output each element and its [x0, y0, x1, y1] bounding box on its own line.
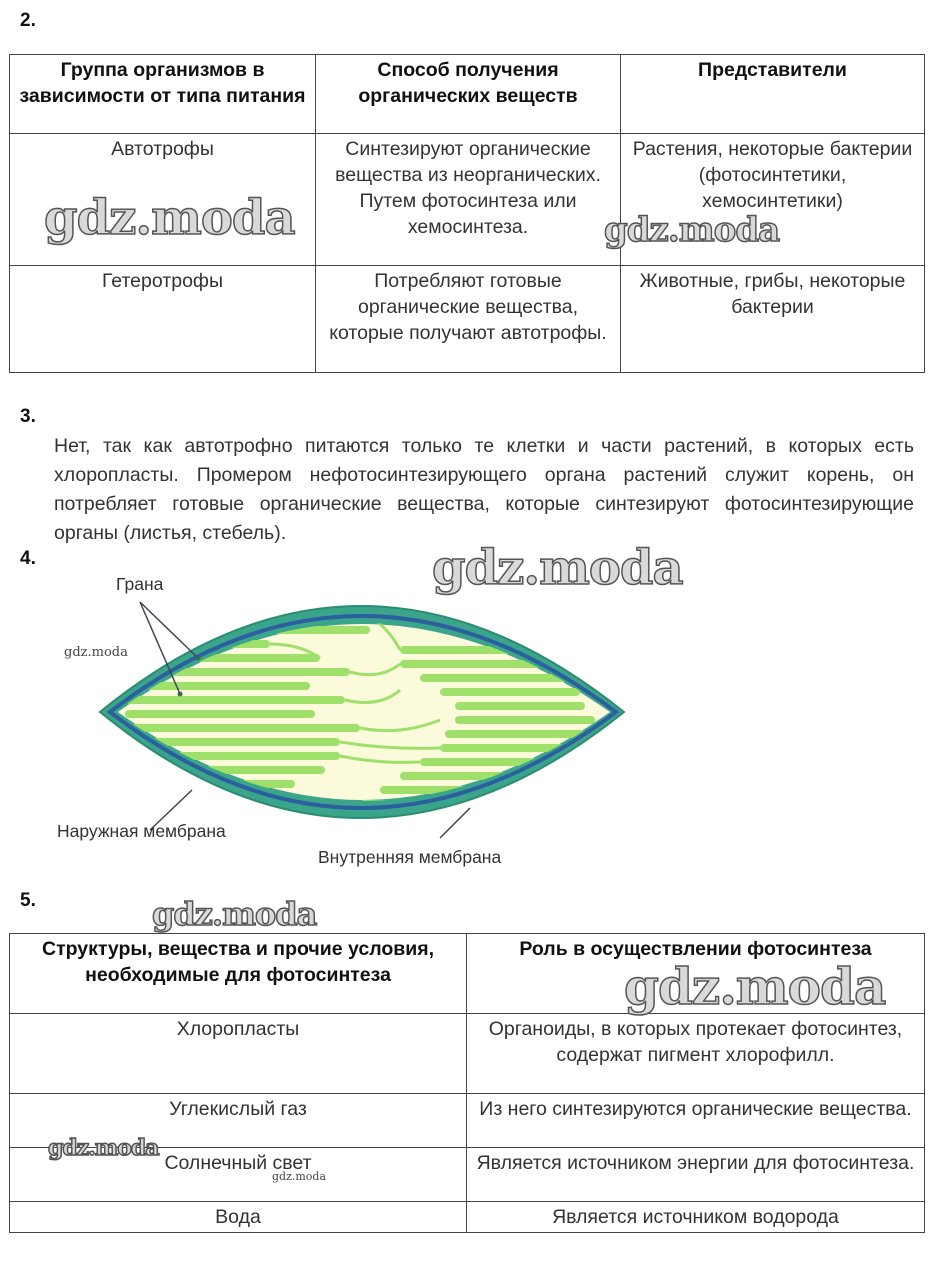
label-inner-membrane: Внутренняя мембрана	[318, 847, 502, 867]
section-3-answer: Нет, так как автотрофно питаются только те клетки и части растений, в которых есть хлоропласты. Промером нефотосинтезирующего органа растений служит корень, он потребляет готовые органические вещества, которые синтезируют фотосинтезирующие органы (листья, стебель).	[54, 435, 914, 544]
table-cell: Является источником водорода	[467, 1202, 925, 1233]
label-outer-membrane: Наружная мембрана	[57, 821, 226, 841]
section-4-number: 4.	[20, 548, 36, 569]
table-row	[10, 266, 925, 373]
header-structures: Структуры, вещества и прочие условия, необходимые для фотосинтеза	[10, 934, 467, 1014]
nutrition-types-table	[9, 54, 925, 373]
watermark: gdz.moda	[64, 645, 128, 660]
watermark: gdz.moda	[272, 1170, 327, 1183]
table-cell: Солнечный свет	[10, 1148, 467, 1202]
table-cell: Автотрофы	[10, 134, 316, 266]
table-row	[10, 134, 925, 266]
watermark: gdz.moda	[624, 957, 886, 1016]
watermark: gdz.moda	[432, 540, 683, 596]
table-row	[10, 1014, 925, 1094]
table-row	[10, 1202, 925, 1233]
photosynthesis-conditions-table	[9, 933, 925, 1233]
table-cell: Потребляют готовые органические вещества, которые получают автотрофы.	[316, 266, 621, 373]
table-cell: Является источником энергии для фотосинтеза.	[467, 1148, 925, 1202]
table-cell: Хлоропласты	[10, 1014, 467, 1094]
watermark: gdz.moda	[44, 190, 295, 246]
table-cell: Вода	[10, 1202, 467, 1233]
section-3-number: 3.	[20, 406, 36, 427]
table-cell: Органоиды, в которых протекает фотосинтез, содержат пигмент хлорофилл.	[467, 1014, 925, 1094]
watermark: gdz.moda	[48, 1135, 159, 1161]
watermark: gdz.moda	[604, 210, 780, 250]
header-representatives: Представители	[621, 55, 925, 134]
table-cell: Из него синтезируются органические вещества.	[467, 1094, 925, 1148]
header-method: Способ получения органических веществ	[316, 55, 621, 134]
table-cell: Углекислый газ	[10, 1094, 467, 1148]
table-cell: Синтезируют органические вещества из неорганических. Путем фотосинтеза или хемосинтеза.	[316, 134, 621, 266]
table-row	[10, 1094, 925, 1148]
header-role: Роль в осуществлении фотосинтеза	[467, 934, 925, 1014]
table-header-row	[10, 934, 925, 1014]
table-cell: Животные, грибы, некоторые бактерии	[621, 266, 925, 373]
section-5-number: 5.	[20, 890, 36, 911]
table-header-row	[10, 55, 925, 134]
table-row	[10, 1148, 925, 1202]
section-2-number: 2.	[20, 10, 36, 31]
watermark: gdz.moda	[152, 895, 317, 933]
table-cell: Гетеротрофы	[10, 266, 316, 373]
label-grana: Грана	[116, 574, 164, 594]
header-group: Группа организмов в зависимости от типа питания	[10, 55, 316, 134]
table-cell: Растения, некоторые бактерии (фотосинтетики, хемосинтетики)	[621, 134, 925, 266]
